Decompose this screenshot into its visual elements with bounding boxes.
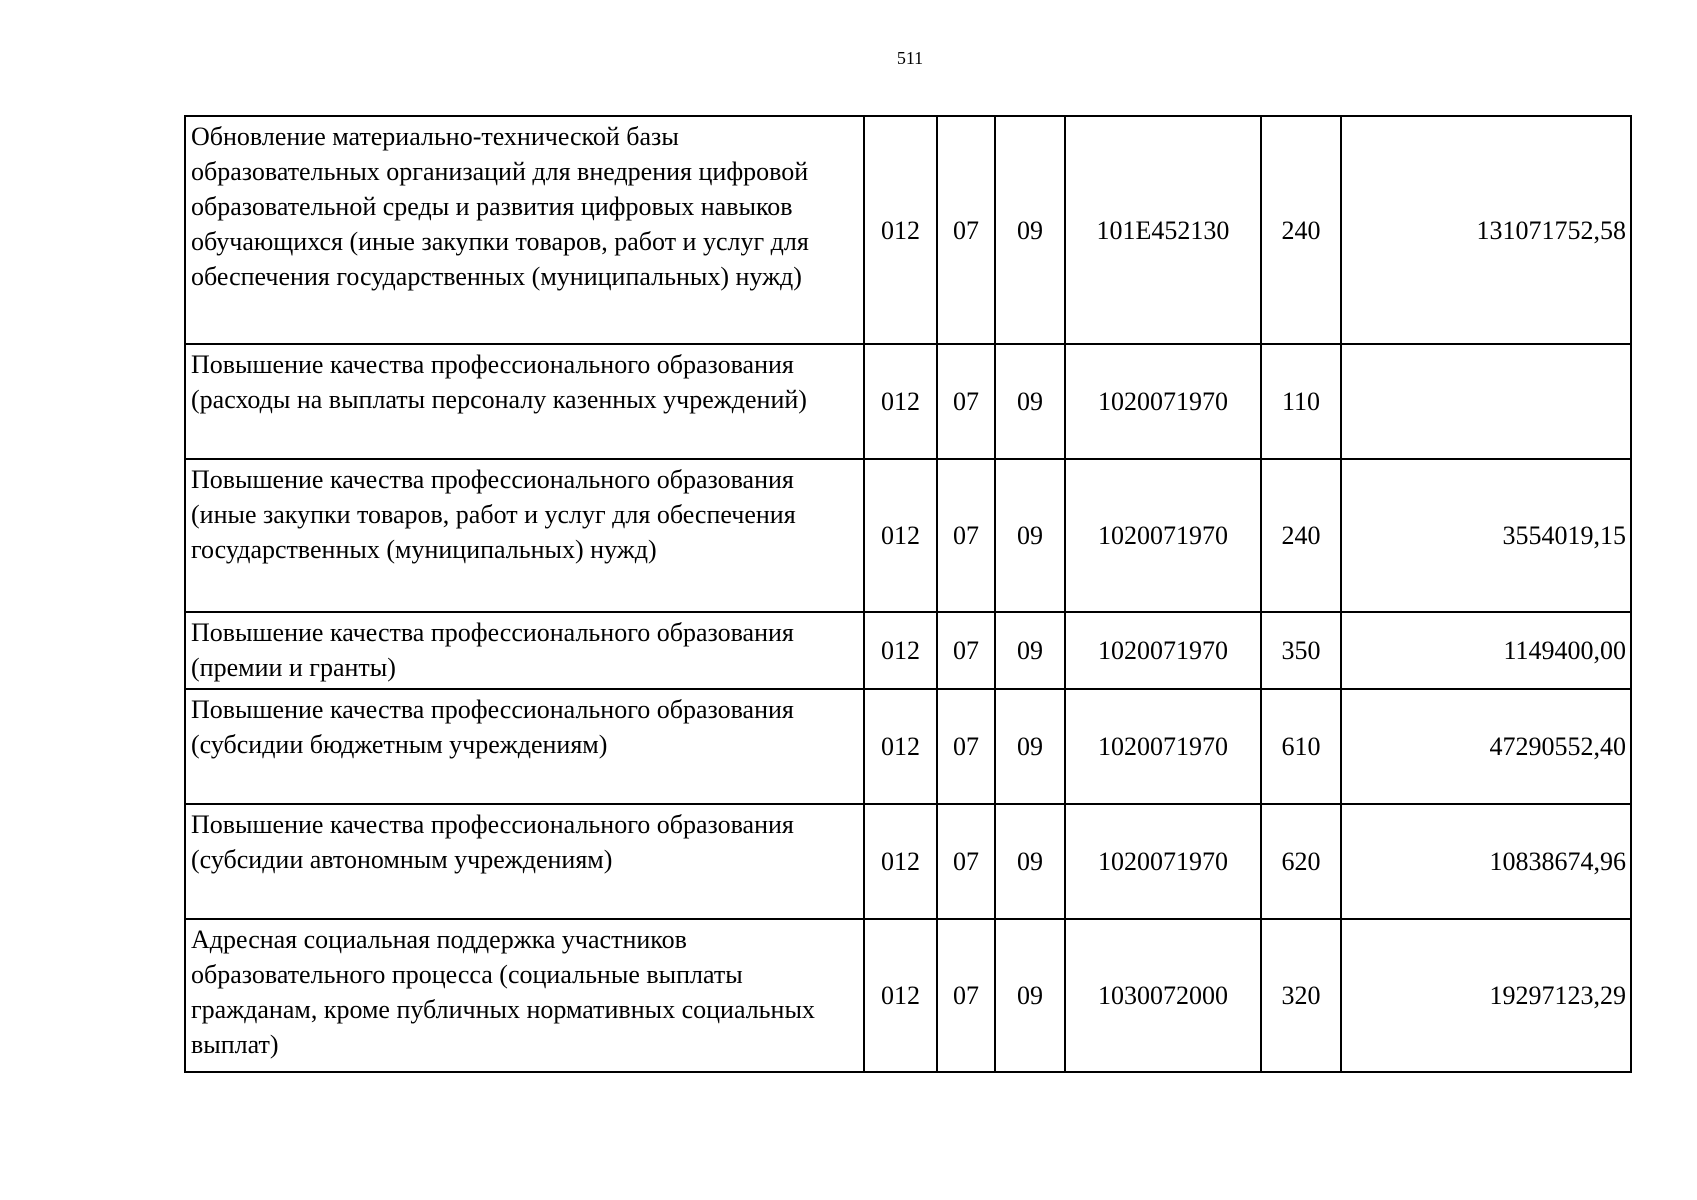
expense-type-code: 350 <box>1261 612 1341 689</box>
table-row <box>185 919 1631 1072</box>
amount <box>1341 344 1631 459</box>
table-row <box>185 689 1631 804</box>
table-row <box>185 116 1631 344</box>
expense-type-code: 110 <box>1261 344 1341 459</box>
target-article-code: 1020071970 <box>1065 344 1261 459</box>
row-description: Адресная социальная поддержка участников образовательного процесса (социальные выплаты гражданам, кроме публичных нормативных социальных выплат) <box>185 919 864 1072</box>
table-row <box>185 459 1631 612</box>
ministry-code: 012 <box>864 804 937 919</box>
expense-type-code: 240 <box>1261 459 1341 612</box>
subsection-code: 09 <box>995 612 1065 689</box>
expense-type-code: 320 <box>1261 919 1341 1072</box>
ministry-code: 012 <box>864 689 937 804</box>
page-number: 511 <box>896 48 924 68</box>
row-description: Обновление материально-технической базы образовательных организаций для внедрения цифровой образовательной среды и развития цифровых навыков обучающихся (иные закупки товаров, работ и услуг для обеспечения государственных (муниципальных) нужд) <box>185 116 864 344</box>
section-code: 07 <box>937 612 995 689</box>
section-code: 07 <box>937 919 995 1072</box>
section-code: 07 <box>937 459 995 612</box>
target-article-code: 1020071970 <box>1065 612 1261 689</box>
amount: 3554019,15 <box>1341 459 1631 612</box>
row-description: Повышение качества профессионального образования (субсидии бюджетным учреждениям) <box>185 689 864 804</box>
ministry-code: 012 <box>864 116 937 344</box>
amount: 10838674,96 <box>1341 804 1631 919</box>
table-row <box>185 344 1631 459</box>
target-article-code: 1030072000 <box>1065 919 1261 1072</box>
target-article-code: 1020071970 <box>1065 459 1261 612</box>
subsection-code: 09 <box>995 919 1065 1072</box>
row-description: Повышение качества профессионального образования (иные закупки товаров, работ и услуг для обеспечения государственных (муниципальных) нужд) <box>185 459 864 612</box>
subsection-code: 09 <box>995 689 1065 804</box>
amount: 19297123,29 <box>1341 919 1631 1072</box>
amount: 1149400,00 <box>1341 612 1631 689</box>
ministry-code: 012 <box>864 919 937 1072</box>
target-article-code: 1020071970 <box>1065 804 1261 919</box>
section-code: 07 <box>937 344 995 459</box>
row-description: Повышение качества профессионального образования (расходы на выплаты персоналу казенных учреждений) <box>185 344 864 459</box>
expense-type-code: 620 <box>1261 804 1341 919</box>
subsection-code: 09 <box>995 459 1065 612</box>
ministry-code: 012 <box>864 344 937 459</box>
section-code: 07 <box>937 689 995 804</box>
section-code: 07 <box>937 804 995 919</box>
table-row <box>185 804 1631 919</box>
subsection-code: 09 <box>995 344 1065 459</box>
ministry-code: 012 <box>864 459 937 612</box>
row-description: Повышение качества профессионального образования (субсидии автономным учреждениям) <box>185 804 864 919</box>
subsection-code: 09 <box>995 804 1065 919</box>
target-article-code: 101Е452130 <box>1065 116 1261 344</box>
budget-table <box>184 115 1632 1073</box>
expense-type-code: 610 <box>1261 689 1341 804</box>
expense-type-code: 240 <box>1261 116 1341 344</box>
amount: 47290552,40 <box>1341 689 1631 804</box>
table-row <box>185 612 1631 689</box>
amount: 131071752,58 <box>1341 116 1631 344</box>
row-description: Повышение качества профессионального образования (премии и гранты) <box>185 612 864 689</box>
ministry-code: 012 <box>864 612 937 689</box>
section-code: 07 <box>937 116 995 344</box>
target-article-code: 1020071970 <box>1065 689 1261 804</box>
subsection-code: 09 <box>995 116 1065 344</box>
